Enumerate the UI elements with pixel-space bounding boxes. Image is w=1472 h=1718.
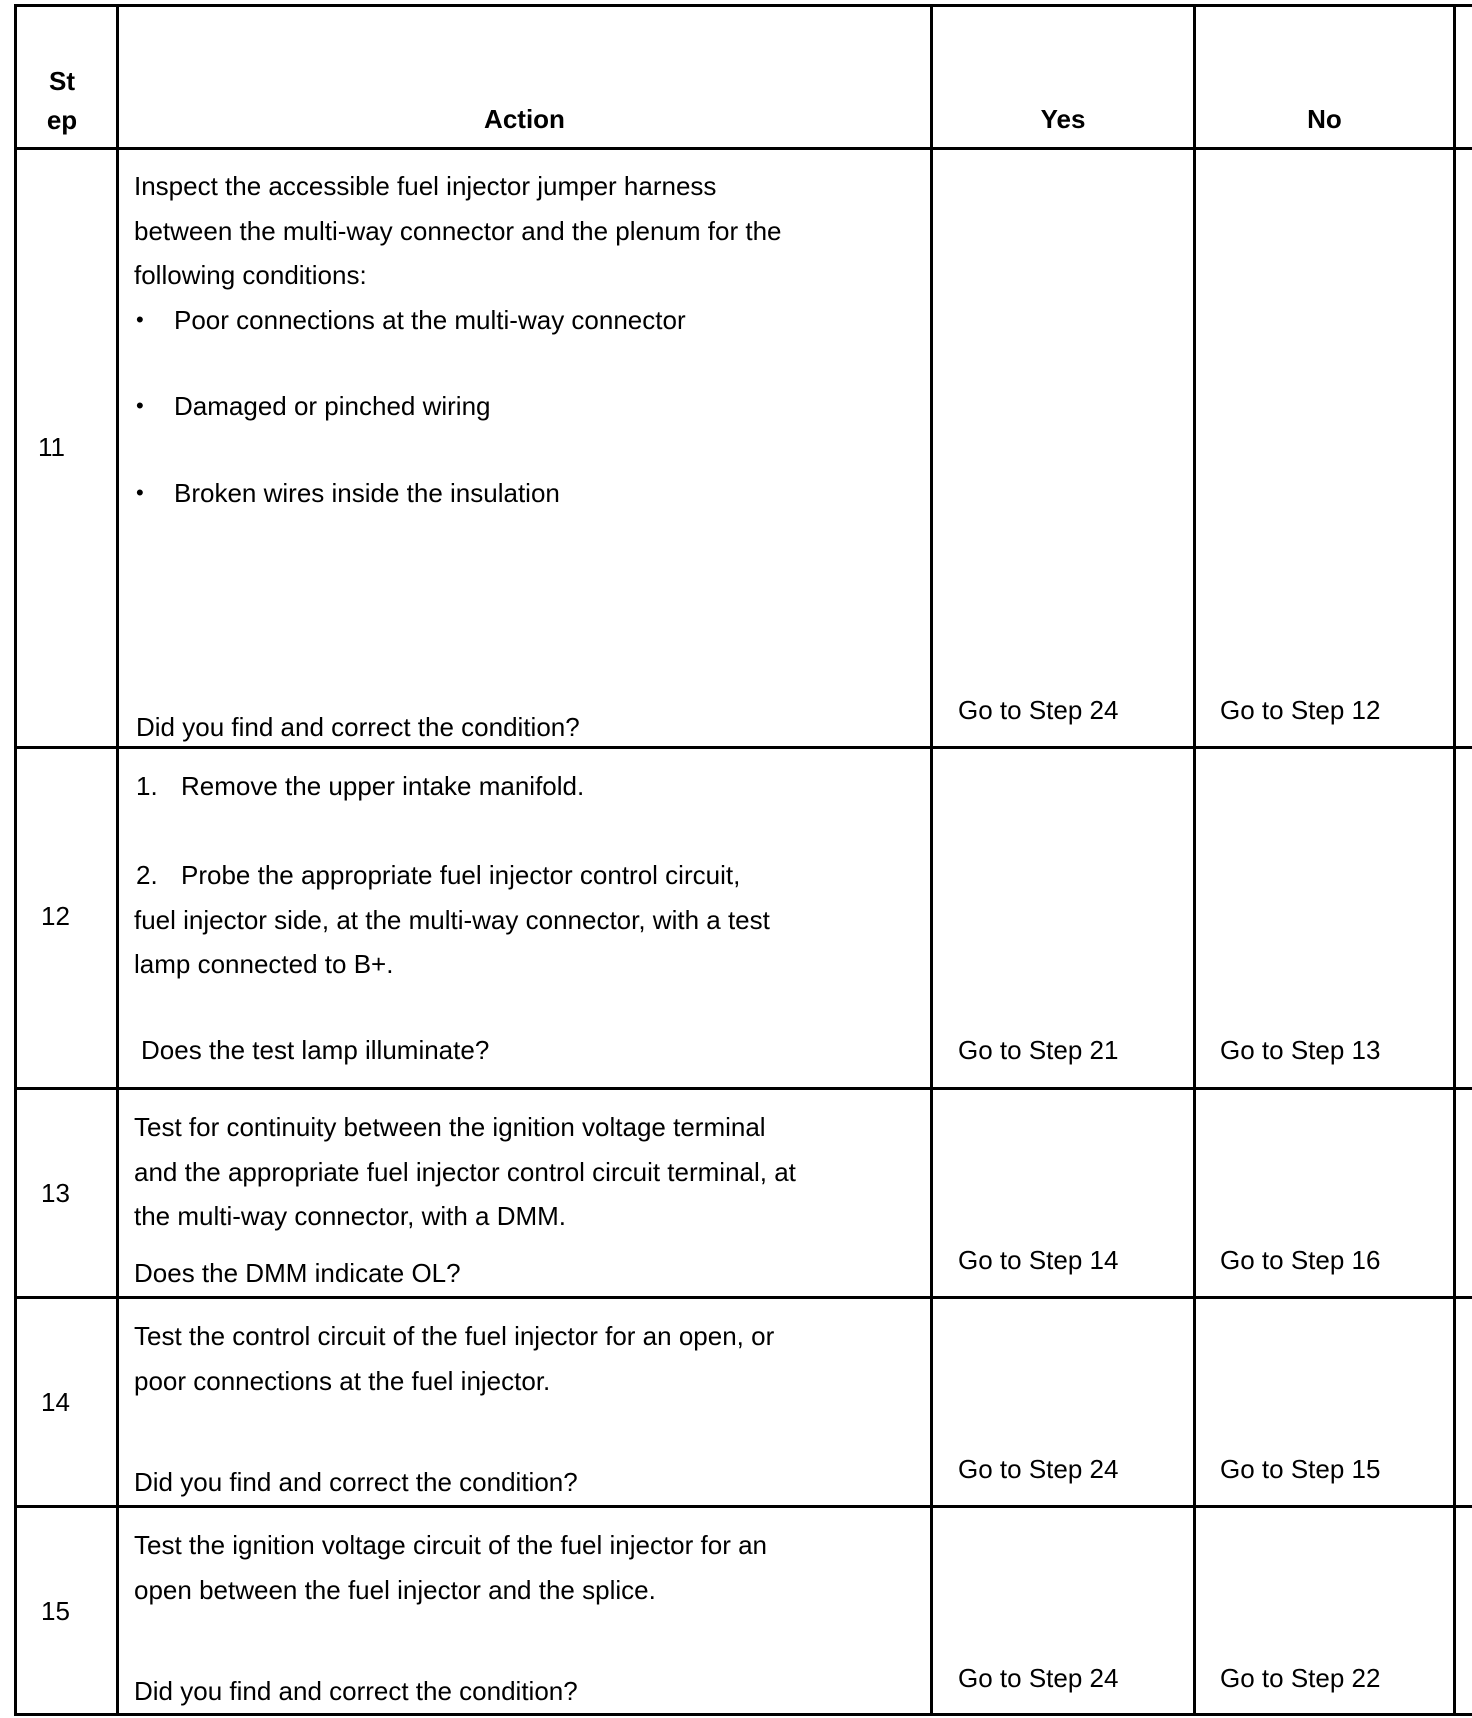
- numbered-item-number: 1.: [136, 771, 158, 801]
- row-divider: [14, 1505, 1472, 1508]
- action-text: Test the control circuit of the fuel injector for an open, or: [134, 1321, 775, 1351]
- question-text: Did you find and correct the condition?: [136, 712, 580, 742]
- question-text: Did you find and correct the condition?: [134, 1467, 578, 1497]
- action-text: the multi-way connector, with a DMM.: [134, 1201, 567, 1231]
- no-result: Go to Step 12: [1220, 695, 1381, 725]
- column-divider: [1193, 4, 1196, 1716]
- step-number: 11: [38, 432, 65, 462]
- action-text: poor connections at the fuel injector.: [134, 1366, 551, 1396]
- action-text: following conditions:: [134, 260, 367, 290]
- table-border-left: [14, 4, 17, 1716]
- action-text: lamp connected to B+.: [134, 949, 394, 979]
- action-text: Test for continuity between the ignition voltage terminal: [134, 1112, 766, 1142]
- yes-result: Go to Step 14: [958, 1245, 1119, 1275]
- step-number: 14: [41, 1387, 70, 1417]
- step-number: 13: [41, 1178, 70, 1208]
- row-divider: [14, 746, 1472, 749]
- action-text: fuel injector side, at the multi-way connector, with a test: [134, 905, 770, 935]
- column-divider: [116, 4, 119, 1716]
- action-text: and the appropriate fuel injector control circuit terminal, at: [134, 1157, 796, 1187]
- header-no: No: [1307, 104, 1342, 134]
- no-result: Go to Step 13: [1220, 1035, 1381, 1065]
- header-step-line1: St: [49, 66, 75, 96]
- table-border-right: [1453, 4, 1456, 1716]
- numbered-item-text: Probe the appropriate fuel injector control circuit,: [181, 860, 741, 890]
- yes-result: Go to Step 24: [958, 1663, 1119, 1693]
- no-result: Go to Step 15: [1220, 1454, 1381, 1484]
- header-yes: Yes: [1040, 104, 1086, 134]
- no-result: Go to Step 22: [1220, 1663, 1381, 1693]
- row-divider: [14, 1296, 1472, 1299]
- table-border-top: [14, 4, 1472, 7]
- yes-result: Go to Step 21: [958, 1035, 1119, 1065]
- step-number: 15: [41, 1596, 70, 1626]
- action-text: open between the fuel injector and the splice.: [134, 1575, 656, 1605]
- question-text: Does the DMM indicate OL?: [134, 1258, 461, 1288]
- bullet-icon: •: [136, 307, 144, 332]
- no-result: Go to Step 16: [1220, 1245, 1381, 1275]
- column-divider: [930, 4, 933, 1716]
- yes-result: Go to Step 24: [958, 1454, 1119, 1484]
- bullet-item: Damaged or pinched wiring: [174, 391, 491, 421]
- bullet-icon: •: [136, 480, 144, 505]
- question-text: Did you find and correct the condition?: [134, 1676, 578, 1706]
- table-border-bottom: [14, 1713, 1472, 1716]
- yes-result: Go to Step 24: [958, 695, 1119, 725]
- bullet-item: Poor connections at the multi-way connector: [174, 305, 686, 335]
- action-text: Inspect the accessible fuel injector jumper harness: [134, 171, 717, 201]
- header-divider: [14, 147, 1472, 150]
- header-action: Action: [484, 104, 565, 134]
- row-divider: [14, 1087, 1472, 1090]
- numbered-item-number: 2.: [136, 860, 158, 890]
- header-step-line2: ep: [46, 105, 78, 135]
- step-number: 12: [41, 901, 70, 931]
- action-text: Test the ignition voltage circuit of the fuel injector for an: [134, 1530, 768, 1560]
- numbered-item-text: Remove the upper intake manifold.: [181, 771, 585, 801]
- bullet-icon: •: [136, 393, 144, 418]
- question-text: Does the test lamp illuminate?: [141, 1035, 490, 1065]
- action-text: between the multi-way connector and the plenum for the: [134, 216, 782, 246]
- bullet-item: Broken wires inside the insulation: [174, 478, 560, 508]
